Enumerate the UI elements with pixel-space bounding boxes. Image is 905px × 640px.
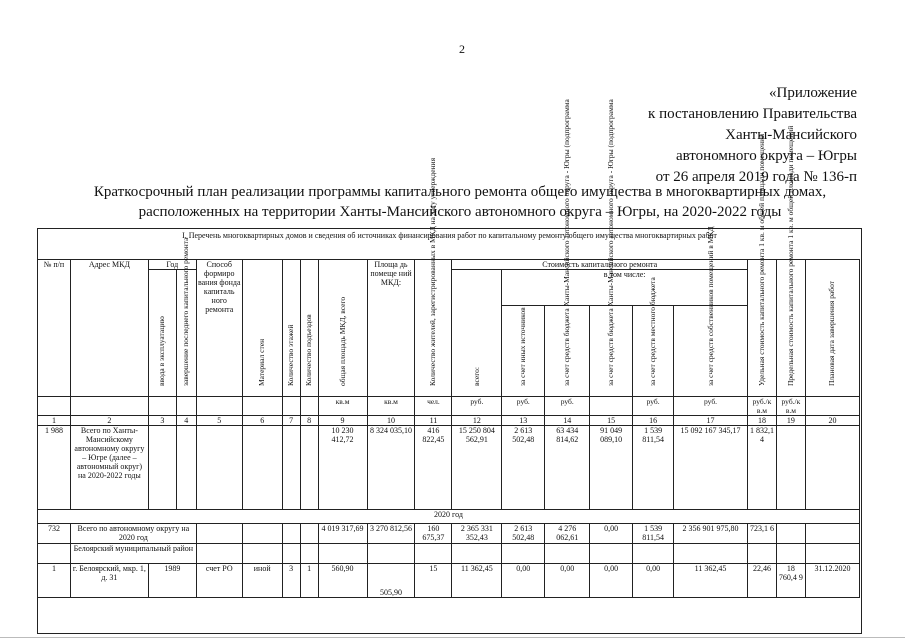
header-other-sources: за счет иных источников [502, 306, 545, 397]
column-number: 5 [196, 416, 242, 426]
cell-residents: 416 822,45 [415, 426, 452, 510]
header-owners-funds: за счет средств собственников помещений в МКД [674, 306, 748, 397]
header-budget-okrug-2: за счет средств бюджета Ханты-Мансийского автономного округа - Югры (подпрограмма [590, 306, 633, 397]
unit-cell: кв.м [318, 397, 367, 416]
cell-total-area: 4 019 317,69 [318, 524, 367, 544]
column-number: 8 [300, 416, 318, 426]
unit-cell: руб. [545, 397, 590, 416]
appendix-block [648, 83, 857, 188]
cell-max-cost: 18 760,4 9 [776, 564, 805, 598]
cell-wall-material: иной [242, 564, 282, 598]
column-number: 6 [242, 416, 282, 426]
cell-other-sources: 0,00 [502, 564, 545, 598]
column-number: 2 [70, 416, 148, 426]
unit-cell: руб. [633, 397, 674, 416]
cell-budget-okrug-2: 91 049 089,10 [590, 426, 633, 510]
header-year-commission: ввода в эксплуатацию [148, 270, 176, 397]
cell-budget-local: 1 539 811,54 [633, 426, 674, 510]
cell-budget-local: 0,00 [633, 564, 674, 598]
cell-fund-method: счет РО [196, 564, 242, 598]
header-row [38, 260, 860, 270]
header-budget-okrug: за счет средств бюджета Ханты-Мансийского автономного округа - Югры (подпрограмма [545, 306, 590, 397]
column-number: 17 [674, 416, 748, 426]
column-number: 13 [502, 416, 545, 426]
title-line: расположенных на территории Ханты-Мансийского автономного округа – Югры, на 2020-2022 годы [138, 204, 782, 220]
cell-unit-cost: 1 832,1 4 [747, 426, 776, 510]
cell-num: 1 [38, 564, 71, 598]
header-cost: Стоимость капитального ремонта [452, 260, 748, 270]
title-line: Краткосрочный план реализации программы капитального ремонта общего имущества в многоквартирных домах, [93, 184, 827, 200]
column-number: 10 [367, 416, 415, 426]
cell-owners-funds: 2 356 901 975,80 [674, 524, 748, 544]
cell-other-sources: 2 613 502,48 [502, 524, 545, 544]
cell-year-commission: 1989 [148, 564, 196, 598]
table-row [38, 524, 860, 544]
cell-owners-funds: 15 092 167 345,17 [674, 426, 748, 510]
appendix-line: Ханты-Мансийского [725, 127, 857, 143]
header-max-cost: Предельная стоимость капитального ремонта 1 кв. м общей площади помещений [776, 260, 805, 397]
header-wall-material: Материал стен [242, 260, 282, 397]
cell-unit-cost: 723,1 6 [747, 524, 776, 544]
cell-other-sources: 2 613 502,48 [502, 426, 545, 510]
cell-budget-okrug: 4 276 062,61 [545, 524, 590, 544]
header-address: Адрес МКД [70, 260, 148, 397]
column-number: 3 [148, 416, 176, 426]
header-including: в том числе: [502, 270, 748, 306]
header-fund-method: Способ формиро вания фонда капиталь ного ремонта [196, 260, 242, 397]
column-number: 20 [805, 416, 859, 426]
page-number: 2 [459, 42, 465, 56]
cell-budget-okrug-2: 0,00 [590, 564, 633, 598]
unit-cell: руб./к в.м [776, 397, 805, 416]
unit-cell: руб. [674, 397, 748, 416]
header-residents: Количество жителей, зарегистрированных в МКД на дату утверждения [415, 260, 452, 397]
section-caption: I. Перечень многоквартирных домов и сведения об источниках финансирования работ по капитальному ремонту общего имущества многоквартирных работ [182, 231, 717, 240]
cell-floors: 3 [282, 564, 300, 598]
cell-budget-okrug: 0,00 [545, 564, 590, 598]
column-number: 14 [545, 416, 590, 426]
cell-total-area: 560,90 [318, 564, 367, 598]
unit-cell: руб./к в.м [747, 397, 776, 416]
cell-address: г. Белоярский, мкр. 1, д. 31 [70, 564, 148, 598]
appendix-line: «Приложение [768, 85, 857, 101]
column-number: 4 [176, 416, 196, 426]
header-floors: Количество этажей [282, 260, 300, 397]
cell-address: Всего по Ханты-Мансийскому автономному округу – Югре (далее – автономный округ) на 2020-2022 годы [70, 426, 148, 510]
cell-cost-total: 15 250 804 562,91 [452, 426, 502, 510]
document-title [60, 182, 860, 222]
appendix-line: от 26 апреля 2019 года № 136-п [655, 169, 857, 185]
header-unit-cost: Удельная стоимость капитального ремонта 1 кв. м общей площади помещений [747, 260, 776, 397]
column-number: 1 [38, 416, 71, 426]
unit-cell: чел. [415, 397, 452, 416]
unit-cell: кв.м [367, 397, 415, 416]
header-total-area: общая площадь МКД, всего [318, 260, 367, 397]
cell-budget-okrug: 63 434 814,62 [545, 426, 590, 510]
column-number-row [38, 416, 860, 426]
year-row [38, 510, 860, 524]
district-name: Белоярский муниципальный район [70, 544, 196, 564]
column-number: 16 [633, 416, 674, 426]
header-premises-area: Площа дь помеще ний МКД: [367, 260, 415, 397]
cell-premises-area: 8 324 035,10 [367, 426, 415, 510]
cell-residents: 160 675,37 [415, 524, 452, 544]
column-number: 15 [590, 416, 633, 426]
unit-cell: руб. [502, 397, 545, 416]
cell-owners-funds: 11 362,45 [674, 564, 748, 598]
unit-cell: руб. [452, 397, 502, 416]
appendix-line: автономного округа – Югры [675, 148, 857, 164]
header-year: Год [148, 260, 196, 270]
header-num: № п/п [38, 260, 71, 397]
table-row [38, 564, 860, 598]
cell-num: 732 [38, 524, 71, 544]
cell-entrances: 1 [300, 564, 318, 598]
appendix-line: к постановлению Правительства [648, 106, 857, 122]
column-number: 11 [415, 416, 452, 426]
cell-address: Всего по автономному округу на 2020 год [70, 524, 196, 544]
scan-edge-line [0, 637, 905, 638]
column-number: 19 [776, 416, 805, 426]
header-cost-total: всего: [452, 270, 502, 397]
cell-budget-okrug-2: 0,00 [590, 524, 633, 544]
cell-unit-cost: 22,46 [747, 564, 776, 598]
header-year-last-repair: завершение последнего капитального ремонта [176, 270, 196, 397]
column-number: 18 [747, 416, 776, 426]
column-number: 7 [282, 416, 300, 426]
cell-premises-area: 3 270 812,56 [367, 524, 415, 544]
table-row [38, 426, 860, 510]
header-planned-date: Плановая дата завершения работ [805, 260, 859, 397]
column-number: 9 [318, 416, 367, 426]
cell-budget-local: 1 539 811,54 [633, 524, 674, 544]
column-number: 12 [452, 416, 502, 426]
district-row [38, 544, 860, 564]
cell-total-area: 10 230 412,72 [318, 426, 367, 510]
header-entrances: Количество подъездов [300, 260, 318, 397]
cell-residents: 15 [415, 564, 452, 598]
header-budget-local: за счет средств местного бюджета [633, 306, 674, 397]
cell-premises-area: 505,90 [367, 564, 415, 598]
cell-cost-total: 11 362,45 [452, 564, 502, 598]
cell-planned-date: 31.12.2020 [805, 564, 859, 598]
cell-cost-total: 2 365 331 352,43 [452, 524, 502, 544]
cell-num: 1 988 [38, 426, 71, 510]
units-row [38, 397, 860, 416]
year-label: 2020 год [38, 510, 860, 524]
